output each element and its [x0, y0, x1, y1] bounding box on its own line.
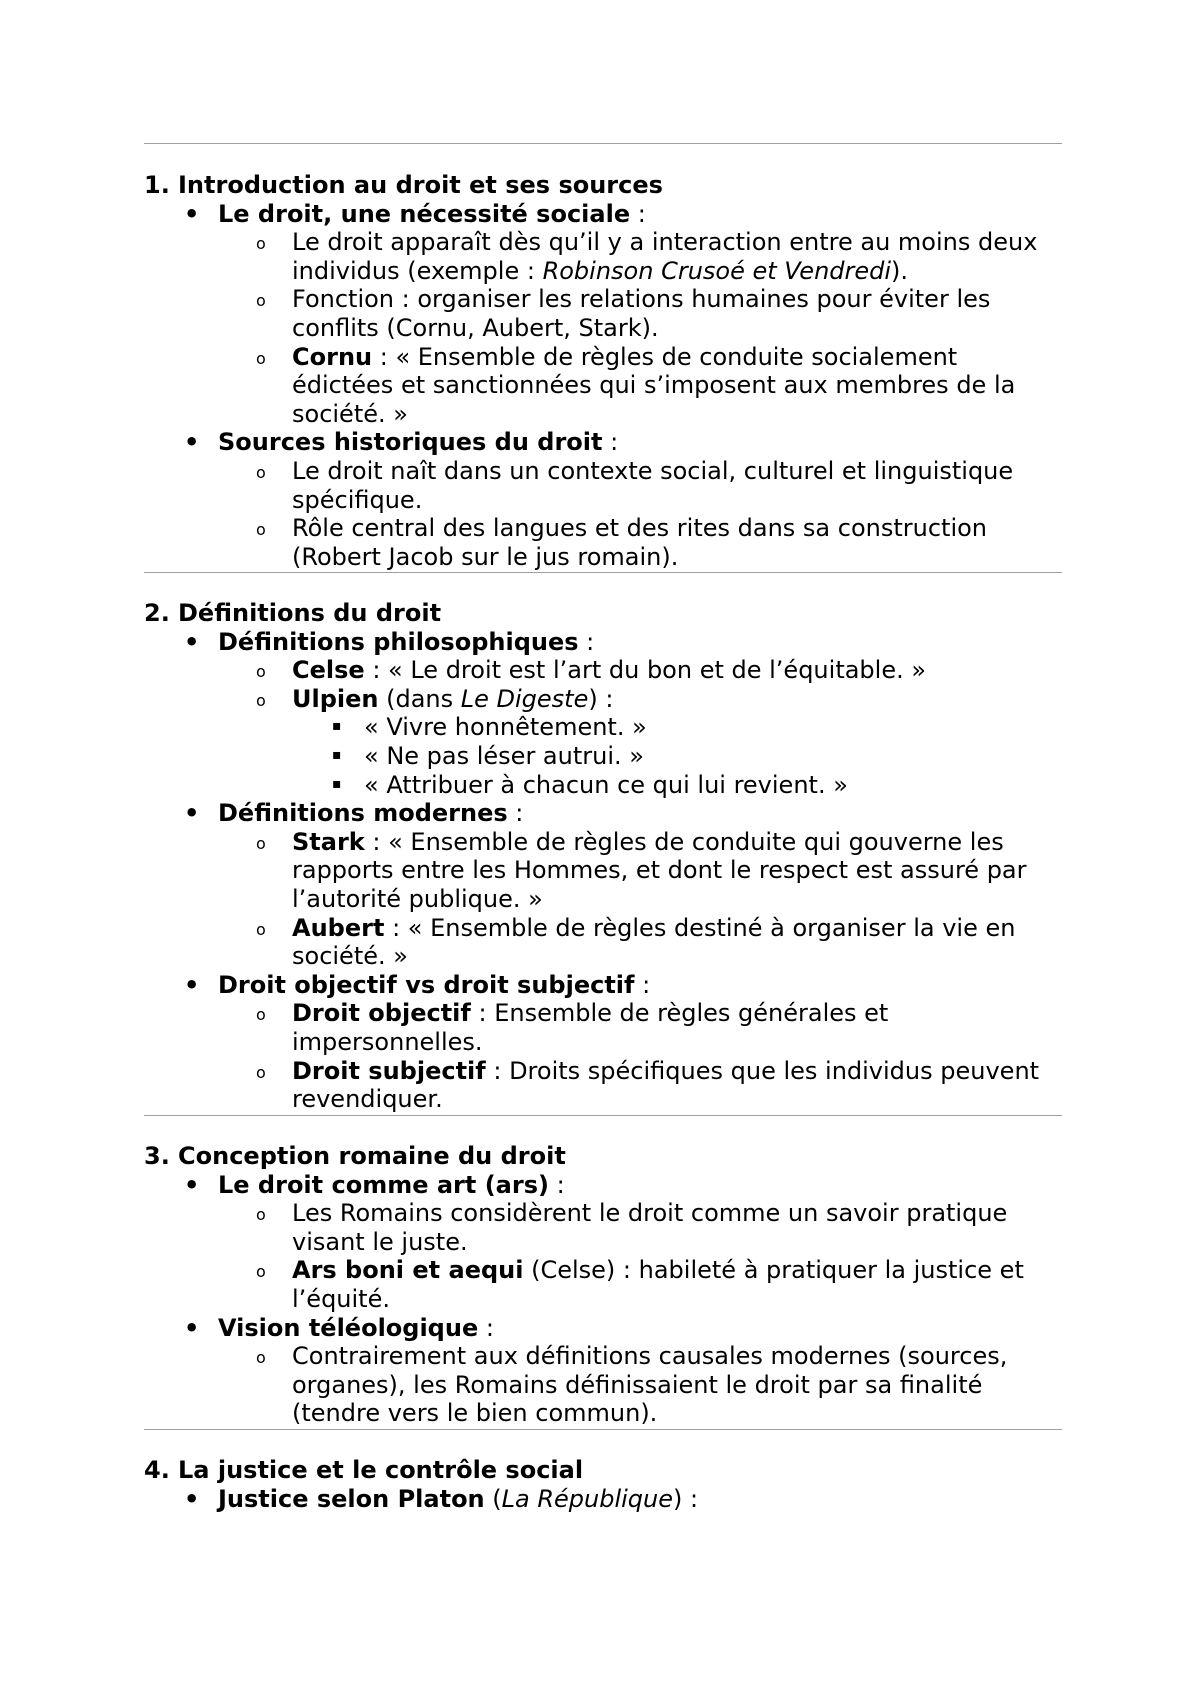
- section-divider: [144, 1115, 1062, 1116]
- point-item: o Celse : « Le droit est l’art du bon et de l’équitable. »: [256, 656, 927, 685]
- section-divider: [144, 572, 1062, 573]
- section-2: [144, 599, 1062, 1116]
- section-3: [144, 1142, 1062, 1430]
- topic-item: • Le droit comme art (ars) : o Les Romains considèrent le droit comme un savoir pratique visant le juste. o Ars boni et aequi (Celse) : habileté à pratiquer la justice et l’équité.: [144, 1171, 1062, 1314]
- point-item: o Les Romains considèrent le droit comme un savoir pratique visant le juste.: [256, 1199, 1008, 1256]
- topic-item: • Définitions philosophiques : o Celse : « Le droit est l’art du bon et de l’équitable. » o Ulpien (dans Le Digeste) : ▪ « Vivre honnêtement. » ▪ « Ne pas léser autrui. » ▪ « Attribuer à chacun ce qui lui revient. »: [144, 628, 1062, 800]
- point-item: o Ars boni et aequi (Celse) : habileté à pratiquer la justice et l’équité.: [256, 1256, 1024, 1313]
- point-item: o Le droit naît dans un contexte social, culturel et linguistique spécifique.: [256, 456, 1014, 514]
- section-heading: 1. Introduction au droit et ses sources: [144, 171, 663, 199]
- point-item: o Droit objectif : Ensemble de règles générales et impersonnelles.: [256, 999, 889, 1056]
- point-item: o Droit subjectif : Droits spécifiques que les individus peuvent revendiquer.: [256, 1056, 1040, 1114]
- section-heading: 3. Conception romaine du droit: [144, 1142, 566, 1170]
- top-divider: [144, 143, 1062, 144]
- topic-item: • Justice selon Platon (La République) :: [184, 1484, 699, 1513]
- topic-item: • Sources historiques du droit : o Le droit naît dans un contexte social, culturel et linguistique spécifique. o Rôle central des langues et des rites dans sa construction (Robert Jacob sur le jus romain).: [144, 428, 1062, 571]
- quote-item: ▪ « Ne pas léser autrui. »: [332, 741, 644, 770]
- section-heading: 4. La justice et le contrôle social: [144, 1456, 584, 1484]
- topic-item: • Vision téléologique : o Contrairement aux définitions causales modernes (sources, organes), les Romains définissaient le droit par sa finalité (tendre vers le bien commun).: [144, 1314, 1062, 1428]
- point-item: o Contrairement aux définitions causales modernes (sources, organes), les Romains définissaient le droit par sa finalité (tendre vers le bien commun).: [256, 1342, 1008, 1428]
- point-item: o Cornu : « Ensemble de règles de conduite socialement édictées et sanctionnées qui s’imposent aux membres de la société. »: [256, 342, 1016, 428]
- section-heading: 2. Définitions du droit: [144, 599, 442, 627]
- point-item: o Aubert : « Ensemble de règles destiné à organiser la vie en société. »: [256, 913, 1016, 971]
- section-1: [144, 171, 1062, 573]
- quote-item: ▪ « Vivre honnêtement. »: [332, 713, 647, 742]
- point-item: o Ulpien (dans Le Digeste) : ▪ « Vivre honnêtement. » ▪ « Ne pas léser autrui. » ▪ « Attribuer à chacun ce qui lui revient. »: [218, 685, 1062, 799]
- point-item: o Fonction : organiser les relations humaines pour éviter les conflits (Cornu, Aubert, Stark).: [256, 285, 991, 342]
- section-divider: [144, 1429, 1062, 1430]
- topic-item: • Définitions modernes : o Stark : « Ensemble de règles de conduite qui gouverne les rapports entre les Hommes, et dont le respect est assuré par l’autorité publique. » o Aubert : « Ensemble de règles destiné à organiser la vie en société. »: [144, 799, 1062, 971]
- quote-item: ▪ « Attribuer à chacun ce qui lui revient. »: [332, 770, 848, 799]
- topic-item: • Droit objectif vs droit subjectif : o Droit objectif : Ensemble de règles générales et impersonnelles. o Droit subjectif : Droits spécifiques que les individus peuvent revendiquer.: [144, 971, 1062, 1114]
- point-item: o Stark : « Ensemble de règles de conduite qui gouverne les rapports entre les Hommes, et dont le respect est assuré par l’autorité publique. »: [256, 827, 1027, 913]
- topic-item: • Le droit, une nécessité sociale : o Le droit apparaît dès qu’il y a interaction entre au moins deux individus (exemple : Robinson Crusoé et Vendredi). o Fonction : organiser les relations humaines pour éviter les conflits (Cornu, Aubert, Stark). o Cornu : « Ensemble de règles de conduite socialement édictées et sanctionnées qui s’imposent aux membres de la société. »: [144, 200, 1062, 429]
- section-4: [144, 1456, 1062, 1513]
- point-item: o Le droit apparaît dès qu’il y a interaction entre au moins deux individus (exemple : Robinson Crusoé et Vendredi).: [256, 228, 1038, 285]
- point-item: o Rôle central des langues et des rites dans sa construction (Robert Jacob sur le jus romain).: [256, 514, 988, 571]
